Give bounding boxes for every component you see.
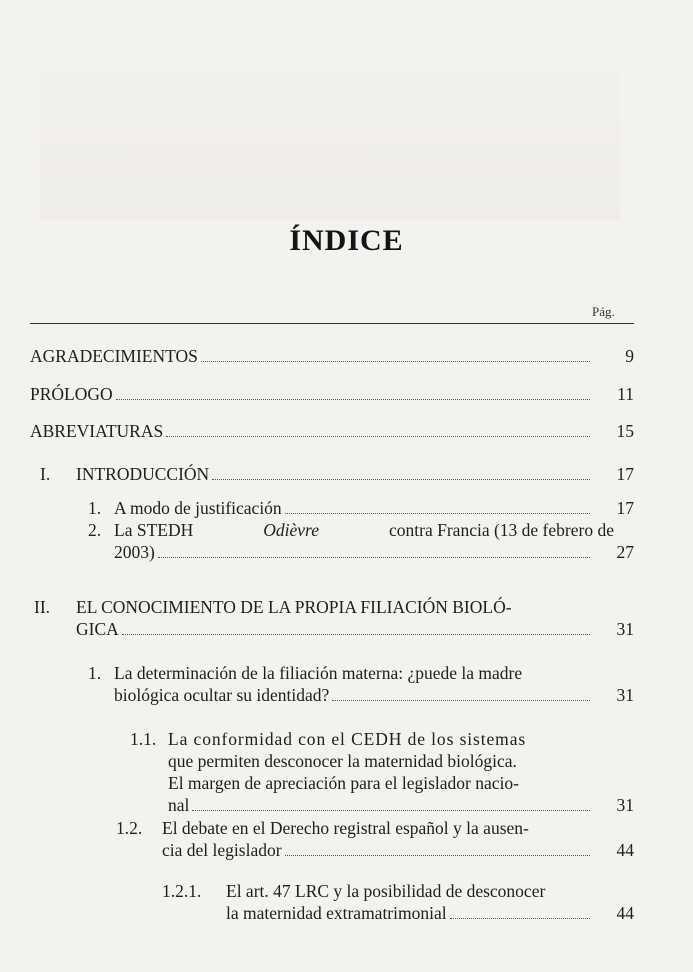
toc-entry-title-line: El margen de apreciación para el legislador nacio- <box>168 773 519 793</box>
toc-entry <box>30 383 634 405</box>
toc-entry-title-line: 2003) <box>114 542 155 562</box>
toc-entry-page: 31 <box>616 685 634 705</box>
toc-entry-page: 44 <box>616 840 634 860</box>
toc-subsection <box>30 817 634 861</box>
dot-leader <box>116 398 590 400</box>
page-title: ÍNDICE <box>289 224 404 257</box>
toc-entry-title-line: El debate en el Derecho registral español y la ausen- <box>162 818 529 838</box>
toc-number: 1.2.1. <box>162 881 202 901</box>
toc-entry-title-line: La conformidad con el CEDH de los sistemas <box>168 729 527 749</box>
toc-entry-page: 31 <box>616 795 634 815</box>
toc-chapter <box>30 463 634 485</box>
bleed-through-artifact <box>40 20 620 220</box>
dot-leader <box>122 633 590 635</box>
toc-entry-title-line: GICA <box>76 619 119 639</box>
dot-leader <box>212 478 590 480</box>
header-rule <box>30 323 634 324</box>
toc-entry-title-line: cia del legislador <box>162 840 282 860</box>
toc-entry-title: AGRADECIMIENTOS <box>30 346 198 366</box>
toc-entry-title-line: biológica ocultar su identidad? <box>114 685 330 705</box>
dot-leader <box>158 556 590 558</box>
toc-entry-title-part: La STEDH <box>114 520 194 540</box>
dot-leader <box>450 917 590 919</box>
toc-entry-page: 15 <box>616 421 634 441</box>
toc-entry-title: INTRODUCCIÓN <box>76 464 210 484</box>
toc-entry-title: ABREVIATURAS <box>30 421 164 441</box>
toc-entry-page: 9 <box>625 346 634 366</box>
toc-entry-title-line: El art. 47 LRC y la posibilidad de desconocer <box>226 881 546 901</box>
toc-entry <box>30 420 634 442</box>
toc-chapter <box>30 596 634 640</box>
toc-entry-title: PRÓLOGO <box>30 384 113 404</box>
toc-section <box>30 519 634 563</box>
toc-section <box>30 662 634 706</box>
toc-number: II. <box>34 597 51 617</box>
dot-leader <box>201 360 590 362</box>
toc-entry-title-line: EL CONOCIMIENTO DE LA PROPIA FILIACIÓN BIOLÓ- <box>76 597 512 617</box>
toc-entry-page: 11 <box>617 384 634 404</box>
toc-entry-page: 31 <box>616 619 634 639</box>
toc-entry-title-italic: Odièvre <box>263 520 319 540</box>
toc-entry-title-line: que permiten desconocer la maternidad biológica. <box>168 751 517 771</box>
toc-entry-page: 17 <box>616 498 634 518</box>
toc-entry-title-line: La determinación de la filiación materna: ¿puede la madre <box>114 663 523 683</box>
dot-leader <box>285 512 590 514</box>
toc-subsection <box>30 728 634 816</box>
toc-number: 1.1. <box>130 729 157 749</box>
toc-number: 2. <box>88 520 102 540</box>
toc-section <box>30 497 634 519</box>
toc-entry-title-part: contra Francia (13 de febrero de <box>389 520 614 540</box>
toc-number: 1.2. <box>116 818 143 838</box>
dot-leader <box>192 809 590 811</box>
toc-number: I. <box>40 464 51 484</box>
toc-entry-page: 27 <box>616 542 634 562</box>
toc-entry <box>30 345 634 367</box>
toc-number: 1. <box>88 498 102 518</box>
toc-entry-page: 17 <box>616 464 634 484</box>
toc-subsubsection <box>30 880 634 924</box>
toc-entry-title: A modo de justificación <box>114 498 282 518</box>
toc-entry-page: 44 <box>616 903 634 923</box>
page-column-label: Pág. <box>592 304 615 319</box>
dot-leader <box>332 699 590 701</box>
toc-number: 1. <box>88 663 102 683</box>
toc-entry-title-line: nal <box>168 795 190 815</box>
dot-leader <box>285 854 590 856</box>
dot-leader <box>166 435 590 437</box>
toc-entry-title-line: la maternidad extramatrimonial <box>226 903 447 923</box>
